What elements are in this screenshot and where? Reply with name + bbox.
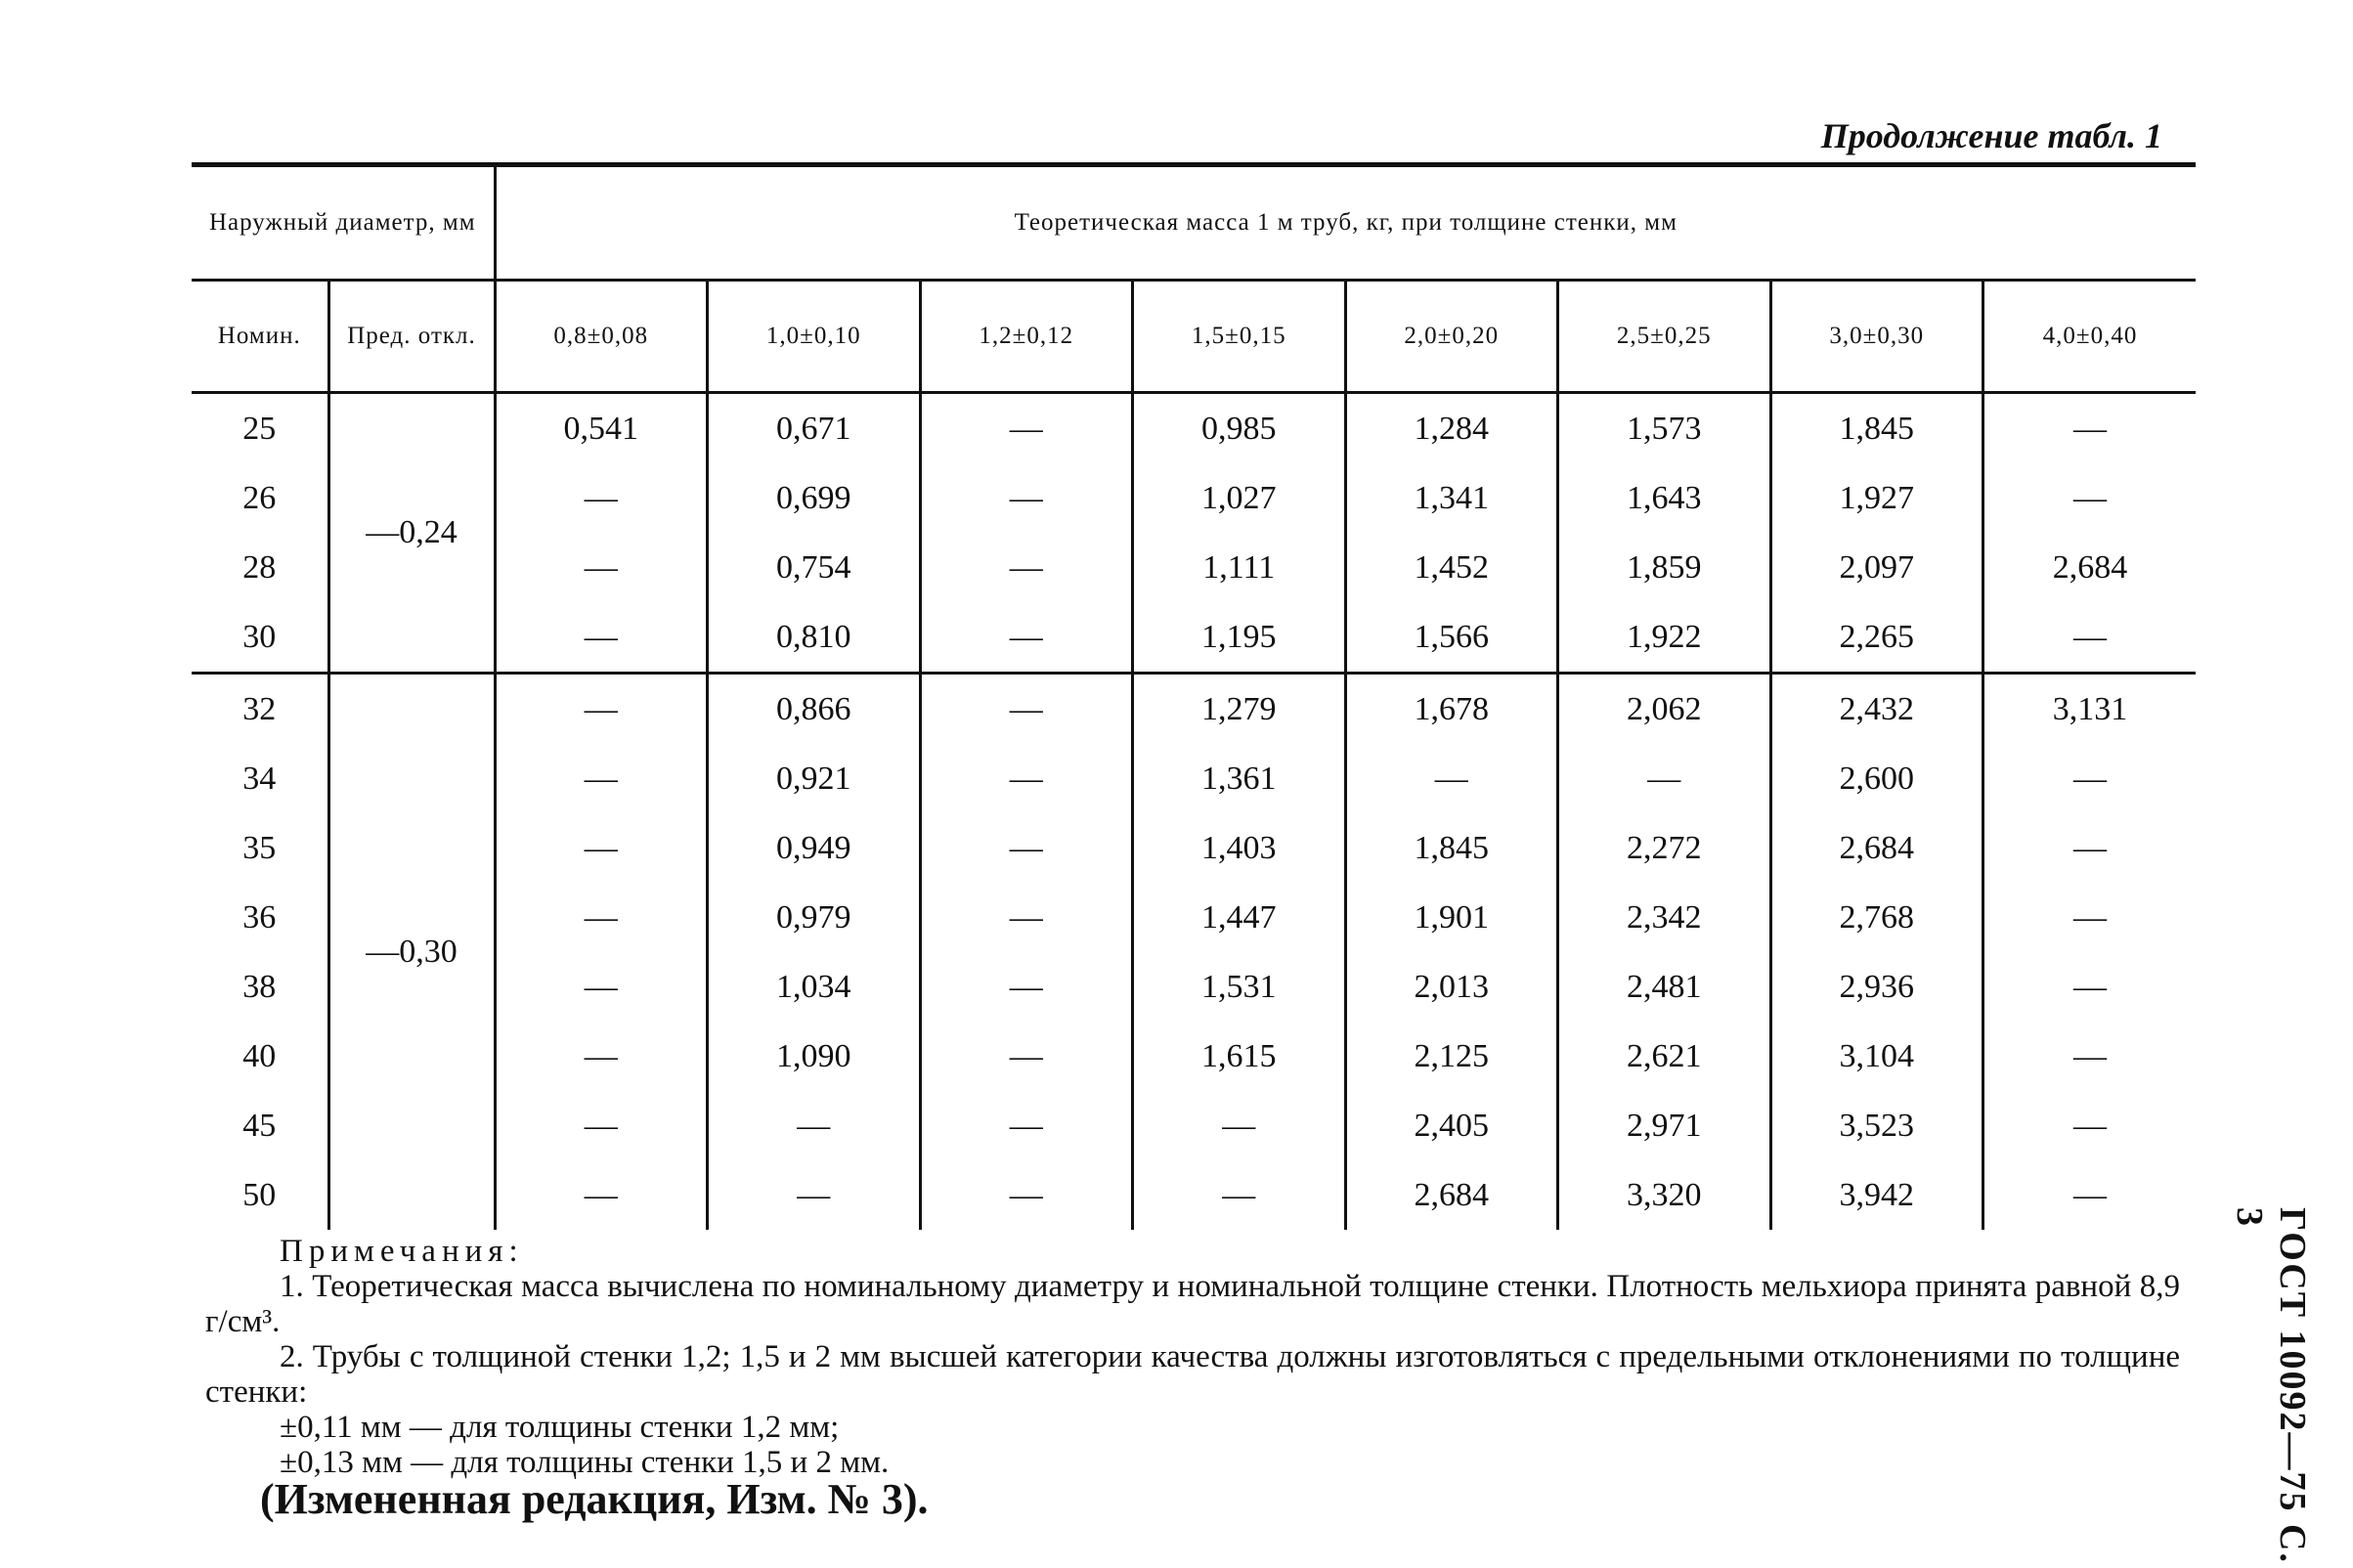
nominal-diameter-cell: 28 xyxy=(242,548,277,586)
mass-value-cell: — xyxy=(920,394,1133,463)
mass-value-cell: 1,279 xyxy=(1133,674,1346,745)
mass-value-cell: 1,195 xyxy=(1133,602,1346,674)
nominal-diameter-cell: 45 xyxy=(242,1107,277,1144)
mass-value-cell: — xyxy=(495,1091,708,1160)
table-body xyxy=(192,394,2196,1230)
mass-value-cell: 2,684 xyxy=(1770,813,1983,883)
mass-value-cell: 2,097 xyxy=(1770,533,1983,602)
table-continuation-label: Продолжение табл. 1 xyxy=(1820,116,2162,155)
mass-value-cell: — xyxy=(495,813,708,883)
mass-value-cell: — xyxy=(1983,744,2197,813)
mass-value-cell: — xyxy=(1345,744,1558,813)
mass-value-cell: 1,845 xyxy=(1770,394,1983,463)
table-row xyxy=(192,394,2196,463)
mass-value-cell: — xyxy=(1983,883,2197,952)
mass-value-cell: 1,090 xyxy=(708,1022,921,1091)
nominal-diameter-cell: 35 xyxy=(242,829,277,866)
mass-table-container xyxy=(192,162,2196,1230)
mass-value-cell: — xyxy=(920,813,1133,883)
deviation-cell: —0,30 xyxy=(328,674,495,1231)
amendment-note: (Измененная редакция, Изм. № 3). xyxy=(260,1475,929,1523)
mass-value-cell: — xyxy=(495,533,708,602)
mass-value-cell: — xyxy=(495,602,708,674)
mass-value-cell: 2,600 xyxy=(1770,744,1983,813)
mass-value-cell: 0,754 xyxy=(708,533,921,602)
mass-value-cell: — xyxy=(1558,744,1771,813)
mass-value-cell: 2,013 xyxy=(1345,952,1558,1022)
mass-value-cell: — xyxy=(1983,1022,2197,1091)
nominal-diameter-cell: 26 xyxy=(242,479,277,516)
mass-value-cell: 0,985 xyxy=(1133,394,1346,463)
mass-value-cell: 2,272 xyxy=(1558,813,1771,883)
thickness-header: 2,0±0,20 xyxy=(1345,281,1558,393)
mass-value-cell: 1,922 xyxy=(1558,602,1771,674)
nominal-diameter-cell: 34 xyxy=(242,760,277,797)
mass-value-cell: 0,541 xyxy=(495,394,708,463)
mass-value-cell: 3,131 xyxy=(1983,674,2197,745)
mass-value-cell: 1,859 xyxy=(1558,533,1771,602)
mass-value-cell: 0,979 xyxy=(708,883,921,952)
mass-value-cell: 1,573 xyxy=(1558,394,1771,463)
thickness-header: 2,5±0,25 xyxy=(1558,281,1771,393)
mass-value-cell: — xyxy=(708,1091,921,1160)
mass-value-cell: — xyxy=(495,1022,708,1091)
mass-value-cell: 0,866 xyxy=(708,674,921,745)
mass-value-cell: — xyxy=(920,674,1133,745)
mass-value-cell: — xyxy=(1983,463,2197,533)
mass-value-cell: 2,342 xyxy=(1558,883,1771,952)
nominal-diameter-cell: 32 xyxy=(192,674,328,745)
mass-value-cell: 0,921 xyxy=(708,744,921,813)
thickness-header: 1,2±0,12 xyxy=(920,281,1133,393)
nominal-diameter-cell: 36 xyxy=(242,898,277,936)
mass-value-cell: — xyxy=(495,744,708,813)
outer-diameter-header: Наружный диаметр, мм xyxy=(208,208,476,236)
mass-value-cell: 1,284 xyxy=(1345,394,1558,463)
mass-value-cell: 1,927 xyxy=(1770,463,1983,533)
mass-value-cell: 1,341 xyxy=(1345,463,1558,533)
mass-value-cell: 2,125 xyxy=(1345,1022,1558,1091)
mass-value-cell: — xyxy=(1133,1091,1346,1160)
mass-value-cell: — xyxy=(1133,1160,1346,1230)
mass-value-cell: — xyxy=(1983,1091,2197,1160)
mass-value-cell: 2,621 xyxy=(1558,1022,1771,1091)
mass-title-header: Теоретическая масса 1 м труб, кг, при толщине стенки, мм xyxy=(495,167,2196,281)
mass-value-cell: — xyxy=(920,883,1133,952)
mass-value-cell: 2,684 xyxy=(1345,1160,1558,1230)
mass-value-cell: — xyxy=(495,463,708,533)
mass-value-cell: — xyxy=(708,1160,921,1230)
mass-value-cell: — xyxy=(495,952,708,1022)
deviation-cell: —0,24 xyxy=(328,394,495,674)
mass-value-cell: 2,405 xyxy=(1345,1091,1558,1160)
mass-value-cell: — xyxy=(495,1160,708,1230)
mass-value-cell: 2,936 xyxy=(1770,952,1983,1022)
mass-value-cell: 1,643 xyxy=(1558,463,1771,533)
mass-value-cell: — xyxy=(495,883,708,952)
mass-value-cell: 1,901 xyxy=(1345,883,1558,952)
deviation-header: Пред. откл. xyxy=(328,281,495,393)
mass-value-cell: 3,942 xyxy=(1770,1160,1983,1230)
mass-value-cell: 1,531 xyxy=(1133,952,1346,1022)
mass-value-cell: 2,062 xyxy=(1558,674,1771,745)
thickness-header: 0,8±0,08 xyxy=(495,281,708,393)
mass-value-cell: 1,111 xyxy=(1133,533,1346,602)
mass-value-cell: — xyxy=(920,533,1133,602)
nominal-diameter-cell: 40 xyxy=(242,1037,277,1074)
nominal-diameter-cell: 38 xyxy=(242,968,277,1005)
mass-value-cell: 2,265 xyxy=(1770,602,1983,674)
nominal-header: Номин. xyxy=(192,281,328,393)
notes-section xyxy=(205,1234,2180,1480)
thickness-header: 4,0±0,40 xyxy=(1983,281,2197,393)
thickness-header: 1,0±0,10 xyxy=(708,281,921,393)
mass-value-cell: 1,566 xyxy=(1345,602,1558,674)
nominal-diameter-cell: 25 xyxy=(242,410,277,447)
mass-value-cell: — xyxy=(920,602,1133,674)
mass-value-cell: 3,523 xyxy=(1770,1091,1983,1160)
note-2-item-1: ±0,11 мм — для толщины стенки 1,2 мм; xyxy=(280,1410,840,1445)
mass-value-cell: 2,432 xyxy=(1770,674,1983,745)
mass-value-cell: 1,403 xyxy=(1133,813,1346,883)
mass-value-cell: 1,361 xyxy=(1133,744,1346,813)
nominal-diameter-cell: 50 xyxy=(242,1176,277,1213)
mass-value-cell: — xyxy=(495,674,708,745)
mass-value-cell: 0,810 xyxy=(708,602,921,674)
mass-value-cell: 2,684 xyxy=(1983,533,2197,602)
mass-value-cell: 2,481 xyxy=(1558,952,1771,1022)
mass-value-cell: — xyxy=(1983,952,2197,1022)
note-2: 2. Трубы с толщиной стенки 1,2; 1,5 и 2 мм высшей категории качества должны изготовляться с предельными отклонениями по толщине стенки: xyxy=(205,1339,2180,1410)
mass-value-cell: 3,320 xyxy=(1558,1160,1771,1230)
mass-value-cell: 1,034 xyxy=(708,952,921,1022)
mass-value-cell: — xyxy=(1983,394,2197,463)
mass-value-cell: 1,845 xyxy=(1345,813,1558,883)
mass-value-cell: — xyxy=(1983,813,2197,883)
nominal-diameter-cell: 30 xyxy=(242,618,277,655)
mass-value-cell: 1,678 xyxy=(1345,674,1558,745)
mass-value-cell: 1,615 xyxy=(1133,1022,1346,1091)
table-row xyxy=(192,674,2196,745)
mass-value-cell: 0,699 xyxy=(708,463,921,533)
mass-value-cell: — xyxy=(920,1022,1133,1091)
mass-value-cell: — xyxy=(920,463,1133,533)
thickness-header: 3,0±0,30 xyxy=(1770,281,1983,393)
mass-value-cell: 2,971 xyxy=(1558,1091,1771,1160)
mass-value-cell: 0,671 xyxy=(708,394,921,463)
mass-value-cell: 1,447 xyxy=(1133,883,1346,952)
mass-value-cell: 2,768 xyxy=(1770,883,1983,952)
mass-value-cell: — xyxy=(920,952,1133,1022)
mass-value-cell: 0,949 xyxy=(708,813,921,883)
mass-table xyxy=(192,167,2196,1230)
mass-value-cell: — xyxy=(1983,602,2197,674)
mass-value-cell: — xyxy=(1983,1160,2197,1230)
note-1: 1. Теоретическая масса вычислена по номинальному диаметру и номинальной толщине стенки. Плотность мельхиора принята равной 8,9 г/см³. xyxy=(205,1269,2180,1339)
mass-value-cell: 3,104 xyxy=(1770,1022,1983,1091)
mass-value-cell: — xyxy=(920,1091,1133,1160)
note-2-item-2: ±0,13 мм — для толщины стенки 1,5 и 2 мм. xyxy=(280,1445,890,1480)
mass-value-cell: — xyxy=(920,744,1133,813)
thickness-header: 1,5±0,15 xyxy=(1133,281,1346,393)
notes-title: Примечания: xyxy=(280,1234,524,1269)
mass-value-cell: 1,027 xyxy=(1133,463,1346,533)
document-code: ГОСТ 10092—75 С. 3 xyxy=(2229,1207,2313,1564)
mass-value-cell: — xyxy=(920,1160,1133,1230)
mass-value-cell: 1,452 xyxy=(1345,533,1558,602)
